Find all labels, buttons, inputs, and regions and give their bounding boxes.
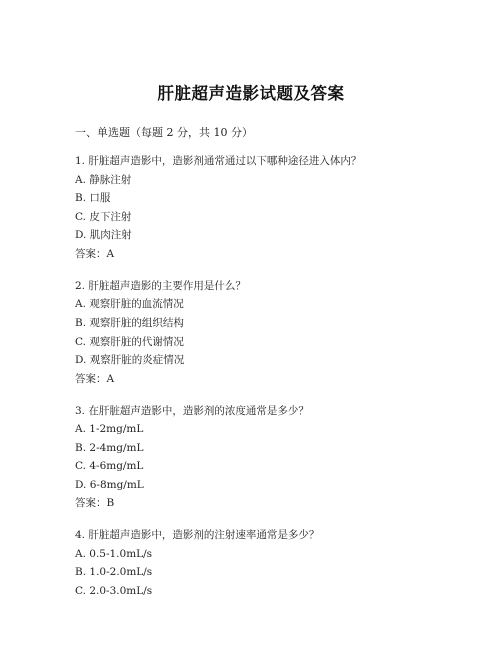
document-title: 肝脏超声造影试题及答案 xyxy=(157,84,345,103)
option-d: D. 肌肉注射 xyxy=(75,229,132,242)
question-stem: 4. 肝脏超声造影中，造影剂的注射速率通常是多少？ xyxy=(75,529,320,542)
option-b: B. 2-4mg/mL xyxy=(75,441,144,454)
option-d: D. 观察肝脏的炎症情况 xyxy=(75,354,185,367)
option-b: B. 口服 xyxy=(75,192,111,205)
question-3 xyxy=(75,402,435,514)
answer-line: 答案：B xyxy=(75,497,115,510)
question-stem: 1. 肝脏超声造影中，造影剂通常通过以下哪种途径进入体内？ xyxy=(75,155,362,167)
question-stem: 3. 在肝脏超声造影中，造影剂的浓度通常是多少？ xyxy=(75,404,309,417)
question-stem: 2. 肝脏超声造影的主要作用是什么？ xyxy=(75,279,246,292)
option-a: A. 1-2mg/mL xyxy=(75,423,144,436)
answer-line: 答案：A xyxy=(75,247,115,260)
question-list xyxy=(75,152,435,614)
option-c: C. 皮下注射 xyxy=(75,210,132,223)
answer-line: 答案：A xyxy=(75,372,115,385)
option-b: B. 观察肝脏的组织结构 xyxy=(75,316,184,329)
option-a: A. 静脉注射 xyxy=(75,173,132,186)
option-a: A. 0.5-1.0mL/s xyxy=(75,547,153,560)
option-b: B. 1.0-2.0mL/s xyxy=(75,566,153,579)
option-d: D. 6-8mg/mL xyxy=(75,478,144,491)
option-a: A. 观察肝脏的血流情况 xyxy=(75,298,184,311)
option-c: C. 2.0-3.0mL/s xyxy=(75,585,153,598)
section-heading: 一、单选题（每题 2 分，共 10 分） xyxy=(75,126,253,139)
option-c: C. 4-6mg/mL xyxy=(75,460,144,473)
question-2 xyxy=(75,277,435,389)
question-4 xyxy=(75,526,435,600)
option-c: C. 观察肝脏的代谢情况 xyxy=(75,335,184,348)
question-1 xyxy=(75,152,435,264)
